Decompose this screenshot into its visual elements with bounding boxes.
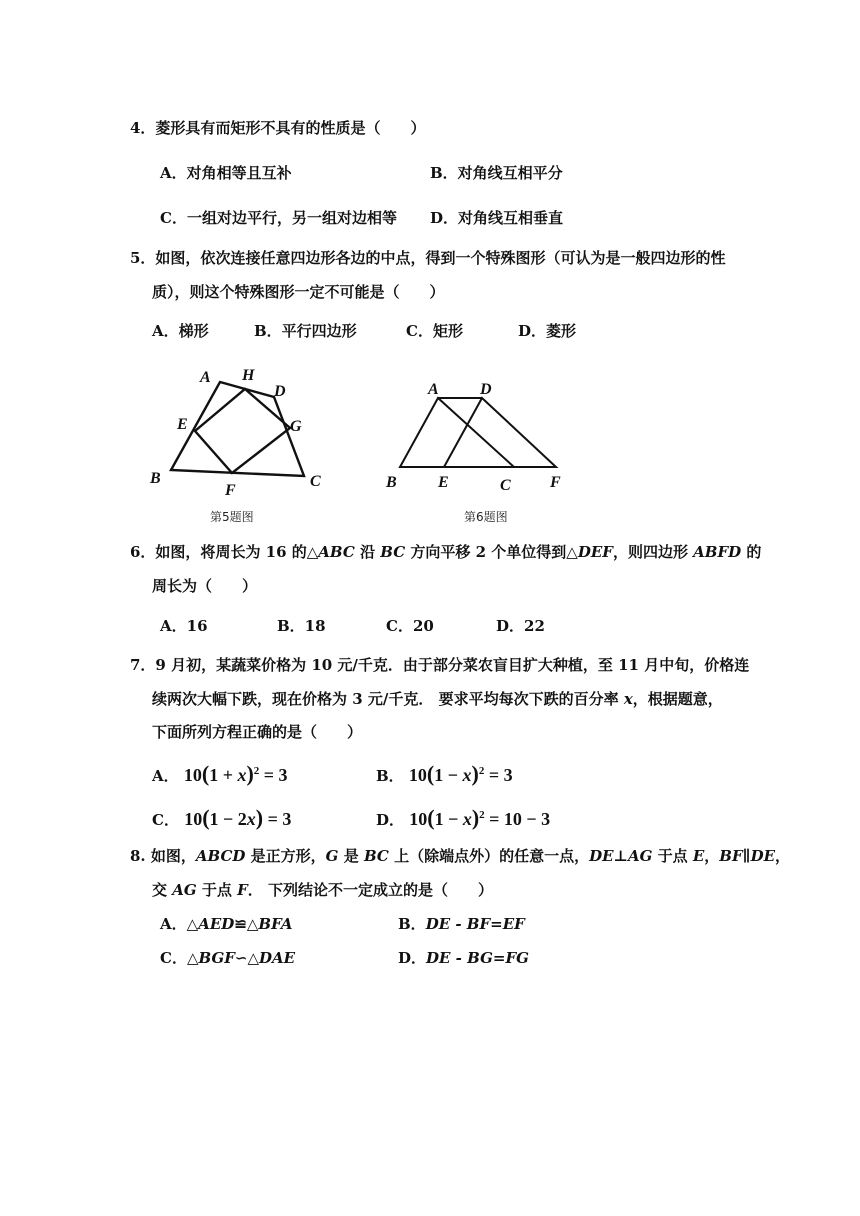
q4-option-c: C．一组对边平行，另一组对边相等 (160, 209, 397, 227)
q5-option-b: B．平行四边形 (254, 322, 357, 340)
label-b: B (386, 474, 397, 491)
label-e: E (177, 416, 188, 433)
label-h: H (242, 367, 255, 384)
q5-stem-line2: 质），则这个特殊图形一定不可能是（ ） (152, 283, 445, 301)
q4-option-d: D．对角线互相垂直 (430, 209, 564, 227)
q8-option-d: D．DE - BG=FG (398, 949, 529, 967)
label-f: F (225, 482, 236, 499)
label-b: B (150, 470, 161, 487)
q7-stem-line2: 续两次大幅下跌，现在价格为 3 元/千克． 要求平均每次下跌的百分率 x，根据题意， (152, 690, 723, 708)
q6-option-b: B．18 (277, 617, 326, 635)
figure-6-translation (378, 372, 578, 502)
label-c: C (500, 477, 511, 494)
q5-option-c: C．矩形 (406, 322, 463, 340)
q7-option-a: A． $10(1 + x)^2 = 3$ (152, 761, 288, 786)
label-a: A (428, 381, 439, 398)
triangle-def (444, 398, 556, 467)
q6-stem-line2: 周长为（ ） (152, 577, 258, 595)
q7-stem-line3: 下面所列方程正确的是（ ） (152, 723, 363, 741)
q5-option-d: D．菱形 (518, 322, 577, 340)
q5-option-a: A．梯形 (152, 322, 209, 340)
q6-option-c: C．20 (386, 617, 434, 635)
q7-option-c: C． 10(1 − 2x) = 3 (152, 805, 292, 830)
label-d: D (274, 383, 286, 400)
q7-option-d: D． $10(1 - x)^2 = 10 - 3$ (376, 805, 551, 830)
q8-stem-line2: 交 AG 于点 F． 下列结论不一定成立的是（ ） (152, 881, 494, 899)
q7-option-b: B． $10(1 - x)^2 = 3$ (376, 761, 513, 786)
q8-option-b: B．DE - BF=EF (398, 915, 525, 933)
label-a: A (200, 369, 211, 386)
q6-option-a: A．16 (160, 617, 208, 635)
q7-stem-line1: 7．9 月初，某蔬菜价格为 10 元/千克．由于部分菜农盲目扩大种植，至 11 月中旬，价格连 (130, 656, 750, 674)
triangle-abc (400, 398, 514, 467)
label-g: G (290, 418, 302, 435)
q5-stem-line1: 5．如图，依次连接任意四边形各边的中点，得到一个特殊图形（可认为是一般四边形的性 (130, 249, 726, 267)
q4-option-a: A．对角相等且互补 (160, 164, 292, 182)
q8-option-c: C．△BGF∽△DAE (160, 949, 296, 967)
q8-option-a: A．△AED≌△BFA (160, 915, 293, 933)
label-d: D (480, 381, 492, 398)
q4-option-b: B．对角线互相平分 (430, 164, 563, 182)
q8-stem-line1: 8. 如图，ABCD 是正方形，G 是 BC 上（除端点外）的任意一点，DE⊥AG 于点 E，BF∥DE， (130, 847, 791, 865)
q6-option-d: D．22 (496, 617, 545, 635)
q6-stem-line1: 6．如图，将周长为 16 的△ABC 沿 BC 方向平移 2 个单位得到△DEF，则四边形 ABFD 的 (130, 543, 762, 561)
label-e: E (438, 474, 449, 491)
label-f: F (550, 474, 561, 491)
label-c: C (310, 473, 321, 490)
q4-stem: 4．菱形具有而矩形不具有的性质是（ ） (130, 119, 426, 137)
figure-6-caption: 第6题图 (464, 510, 508, 524)
figure-5-quadrilateral (140, 362, 340, 502)
figure-5-caption: 第5题图 (210, 510, 254, 524)
